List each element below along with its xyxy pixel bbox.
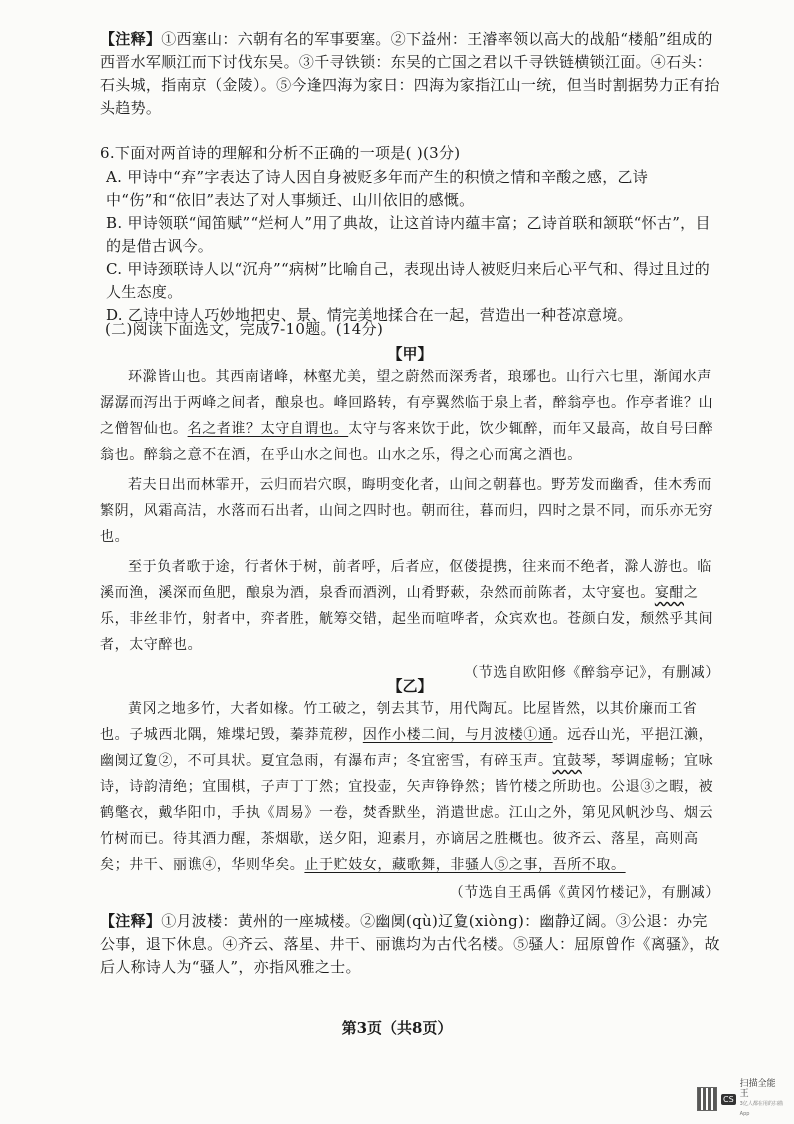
yi-title: 【乙】: [387, 677, 433, 695]
yi-p1-text: 黄冈之地多竹，大者如椽。竹工破之，刳去其节，用代陶瓦。比屋皆然，以其价廉而工省也。子城西北隅，雉堞圮毁，蓁莽荒秽，: [100, 701, 698, 743]
jia-p3-text: 至于负者歌于途，行者休于树，前者呼，后者应，伛偻提携，往来而不绝者，滁人游也。临溪而渔，溪深而鱼肥，酿泉为酒，泉香而酒洌，山肴野蔌，杂然而前陈者，太守宴也。: [100, 559, 712, 601]
camscanner-logo-icon: CS: [723, 1094, 734, 1104]
option-a: A. 甲诗中“弃”字表达了诗人因自身被贬多年而产生的积愤之情和辛酸之感，乙诗中“伤”和“依旧”表达了对人事频迁、山川依旧的感慨。: [106, 168, 649, 209]
yi-p1-text-2: 。远吞山光，平挹江濑，幽阒辽夐②，不可具状。夏宜急雨，有瀑布声；冬宜密雪，有碎玉声。: [100, 727, 714, 769]
yi-p1-text-3: 琴，琴调虚畅；宜咏诗，诗韵清绝；宜围棋，子声丁丁然；宜投壶，矢声铮铮然；皆竹楼之所助也。公退③之暇，被鹤氅衣，戴华阳巾，手执《周易》一卷，焚香默坐，消遣世虑。江山之外，第见风帆沙鸟、烟云竹树而已。待其酒力醒，茶烟歇，送夕阳，迎素月，亦谪居之胜概也。彼齐云、落星，高则高矣；井干、丽谯④，华则华矣。: [100, 753, 714, 873]
jia-p1-text: 环滁皆山也。其西南诸峰，林壑尤美，望之蔚然而深秀者，琅琊也。山行六七里，渐闻水声潺潺而泻出于两峰之间者，酿泉也。峰回路转，有亭翼然临于泉上者，醉翁亭也。作亭者谁？山之僧智仙也。: [100, 369, 714, 437]
option-b: B. 甲诗领联“闻笛赋”“烂柯人”用了典故，让这首诗内蕴丰富；乙诗首联和颔联“怀古”，目的是借古讽今。: [106, 214, 711, 255]
jia-p3-wavy: 宴酣: [654, 585, 685, 601]
yi-source: （节选自王禹偁《黄冈竹楼记》，有删减）: [449, 885, 720, 901]
jia-source: （节选自欧阳修《醉翁亭记》，有删减）: [464, 665, 720, 681]
scanner-watermark: [697, 1079, 783, 1117]
watermark-text: 扫描全能王: [739, 1079, 776, 1099]
question-stem: 6.下面对两首诗的理解和分析不正确的一项是( )(3分): [100, 144, 461, 162]
jia-title: 【甲】: [387, 345, 433, 363]
jia-p1-underlined: 名之者谁？太守自谓也。: [187, 421, 349, 437]
jia-p3-text-2: 之乐，非丝非竹，射者中，弈者胜，觥筹交错，起坐而喧哗者，众宾欢也。苍颜白发，颓然乎其间者，太守醉也。: [100, 585, 714, 653]
jia-paragraph-1: [100, 364, 720, 468]
option-c: C. 甲诗颈联诗人以“沉舟”“病树”比喻自己，表现出诗人被贬归来后心平气和、得过且过的人生态度。: [106, 260, 711, 301]
section-heading: [105, 318, 725, 341]
page-number: 第3页（共8页）: [341, 1019, 453, 1037]
yi-p1-wavy: 宜鼓: [552, 753, 582, 769]
yi-paragraph-1: [100, 696, 720, 878]
jia-p1-text-2: 太守与客来饮于此，饮少辄醉，而年又最高，故自号曰醉翁也。醉翁之意不在酒，在乎山水之间也。山水之乐，得之心而寓之酒也。: [100, 421, 714, 463]
note-label: 【注释】: [100, 912, 162, 930]
jia-paragraph-2: 若夫日出而林霏开，云归而岩穴暝，晦明变化者，山间之朝暮也。野芳发而幽香，佳木秀而繁阴，风霜高洁，水落而石出者，山间之四时也。朝而往，暮而归，四时之景不同，而乐亦无穷也。: [100, 477, 714, 545]
jia-paragraph-3: [100, 554, 720, 658]
watermark-subtext: 3亿人都在用的扫描App: [739, 1101, 783, 1117]
question-6: [100, 142, 720, 327]
yi-p1-underlined: 因作小楼二间，与月波楼①通: [362, 727, 553, 743]
qr-code-icon: [697, 1087, 717, 1111]
passage-jia: [100, 343, 720, 686]
note-text: ①月波楼：黄州的一座城楼。②幽阒(qù)辽夐(xiòng)：幽静辽阔。③公退：办完公事，退下休息。④齐云、落星、井干、丽谯均为古代名楼。⑤骚人：屈原曾作《离骚》，故后人称诗人为“骚人”，亦指风雅之士。: [100, 912, 720, 976]
bottom-note: [100, 910, 720, 979]
note-label: 【注释】: [100, 30, 162, 48]
section-heading-text: (二)阅读下面选文，完成7-10题。(14分): [105, 320, 384, 338]
note-text: ①西塞山：六朝有名的军事要塞。②下益州：王濬率领以高大的战船“楼船”组成的西晋水军顺江而下讨伐东吴。③千寻铁锁：东吴的亡国之君以千寻铁链横锁江面。④石头：石头城，指南京（金陵）。⑤今逢四海为家日：四海为家指江山一统，但当时割据势力正有抬头趋势。: [100, 30, 720, 117]
passage-yi: [100, 675, 720, 906]
yi-p1-underlined-2: 止于贮妓女，藏歌舞，非骚人⑤之事，吾所不取。: [304, 857, 626, 873]
option-d: D. 乙诗中诗人巧妙地把史、景、情完美地揉合在一起，营造出一种苍凉意境。: [106, 306, 633, 324]
top-note: [100, 28, 720, 120]
